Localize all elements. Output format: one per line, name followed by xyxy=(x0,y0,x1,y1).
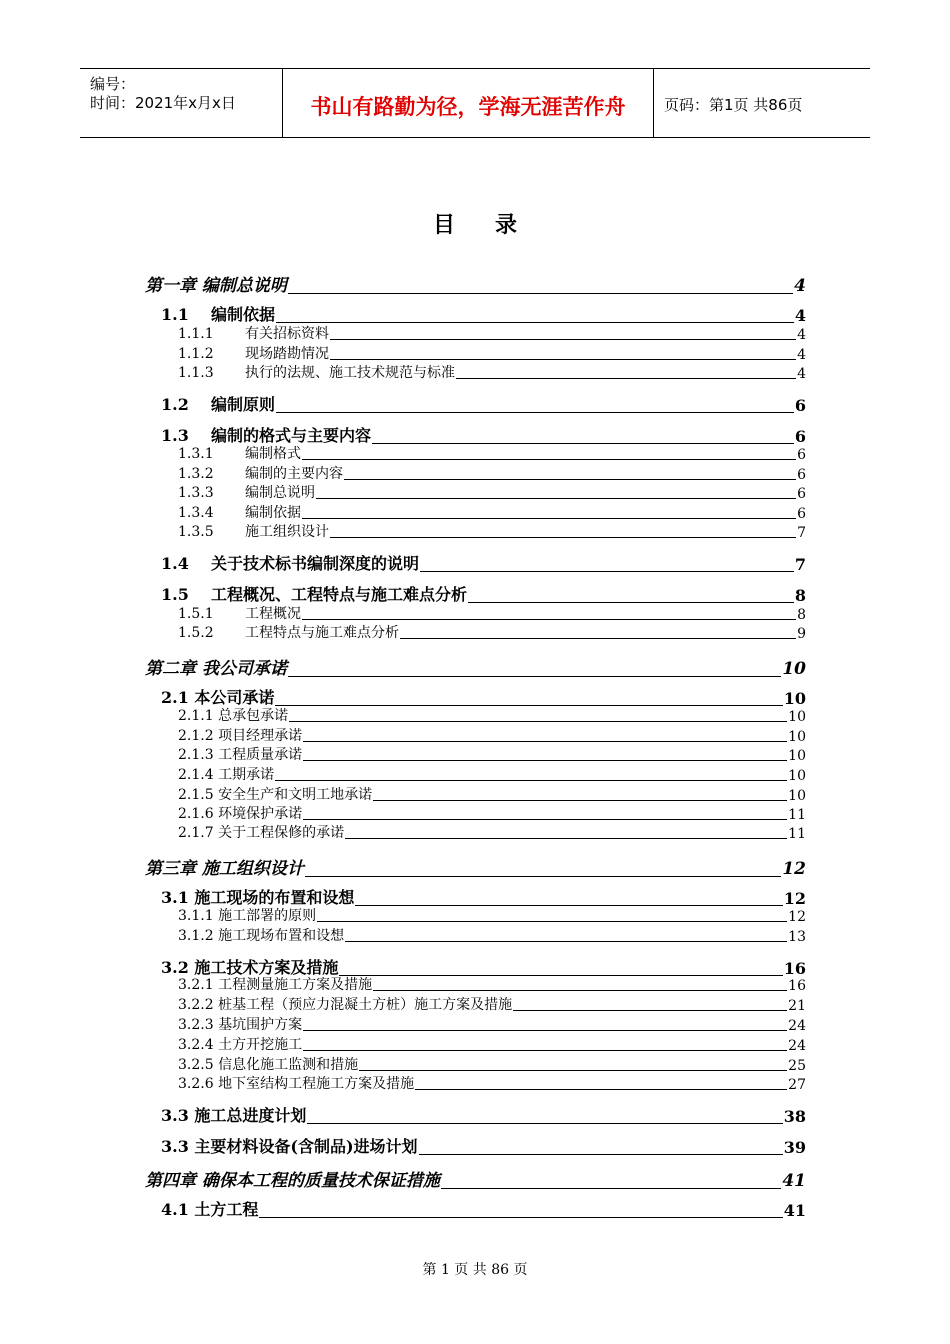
toc-entry-title xyxy=(178,502,301,522)
toc-entry-text: 工程概况、工程特点与施工难点分析 xyxy=(211,585,468,604)
toc-entry-number: 1.5.1 xyxy=(178,606,214,622)
toc-entry[interactable] xyxy=(178,484,806,502)
toc-entry-text: 编制原则 xyxy=(211,395,276,414)
toc-entry-text: 2.1.1 总承包承诺 xyxy=(178,708,289,724)
toc-entry-title xyxy=(178,725,302,745)
toc-entry-title xyxy=(178,764,274,784)
toc-leader-line xyxy=(400,638,796,639)
toc-page-number: 7 xyxy=(794,555,806,574)
toc-leader-line xyxy=(316,498,796,499)
toc-entry[interactable] xyxy=(178,746,806,764)
toc-entry-text: 编制依据 xyxy=(211,305,276,324)
toc-page-number: 10 xyxy=(783,689,806,708)
toc-page-number: 10 xyxy=(788,748,806,764)
toc-entry[interactable] xyxy=(178,624,806,642)
toc-entry-text: 2.1.2 项目经理承诺 xyxy=(178,728,303,744)
toc-leader-line xyxy=(415,1089,787,1090)
toc-entry[interactable] xyxy=(178,1056,806,1074)
toc-leader-line xyxy=(288,293,793,294)
toc-page-number: 6 xyxy=(797,467,806,483)
toc-page-number: 10 xyxy=(788,788,806,804)
toc-page-number: 16 xyxy=(783,959,806,978)
toc-page-number: 25 xyxy=(788,1058,806,1074)
toc-entry-title xyxy=(178,784,372,804)
toc-leader-line xyxy=(330,359,796,360)
toc-leader-line xyxy=(420,571,794,572)
toc-entry-title xyxy=(178,622,399,642)
toc-entry-title xyxy=(178,603,301,623)
toc-entry[interactable] xyxy=(178,996,806,1014)
toc-entry-title xyxy=(178,443,301,463)
toc-leader-line xyxy=(359,1070,787,1071)
toc-entry[interactable] xyxy=(178,1075,806,1093)
header-page-cell xyxy=(654,69,870,137)
toc-leader-line xyxy=(302,518,796,519)
toc-page-number: 7 xyxy=(797,525,806,541)
toc-entry-title xyxy=(178,994,512,1014)
toc-entry-text: 编制的格式与主要内容 xyxy=(211,426,372,445)
toc-entry[interactable] xyxy=(178,1016,806,1034)
toc-page-number: 4 xyxy=(794,306,806,325)
toc-entry[interactable] xyxy=(145,655,806,679)
page-header xyxy=(80,68,870,138)
toc-entry-title xyxy=(178,905,316,925)
toc-entry-title xyxy=(178,1054,358,1074)
header-page-info: 页码：第1页 共86页 xyxy=(664,96,803,114)
toc-entry-text: 第二章 我公司承诺 xyxy=(145,659,287,679)
toc-entry[interactable] xyxy=(178,504,806,522)
toc-entry-text: 第四章 确保本工程的质量技术保证措施 xyxy=(145,1171,440,1191)
toc-entry-text: 工程特点与施工难点分析 xyxy=(245,625,399,641)
toc-page-number: 10 xyxy=(788,768,806,784)
toc-entry-text: 2.1.6 环境保护承诺 xyxy=(178,806,303,822)
toc-entry-number: 1.1 xyxy=(161,305,189,324)
toc-entry[interactable] xyxy=(145,272,806,296)
toc-entry[interactable] xyxy=(161,394,806,415)
toc-entry-number: 1.4 xyxy=(161,554,189,573)
toc-entry-title xyxy=(161,1197,258,1220)
toc-entry-number: 1.1.2 xyxy=(178,346,214,362)
toc-leader-line xyxy=(344,479,796,480)
toc-entry-text: 现场踏勘情况 xyxy=(245,346,329,362)
toc-entry-text: 3.3 施工总进度计划 xyxy=(161,1106,307,1125)
toc-leader-line xyxy=(303,760,787,761)
toc-entry-title xyxy=(145,854,304,879)
toc-leader-line xyxy=(441,1188,781,1189)
toc-entry[interactable] xyxy=(145,855,806,879)
toc-entry-title xyxy=(178,521,329,541)
toc-entry-title xyxy=(178,1073,414,1093)
toc-leader-line xyxy=(275,705,782,706)
toc-leader-line xyxy=(259,1217,782,1218)
toc-entry-number: 1.5 xyxy=(161,585,189,604)
toc-page-number: 24 xyxy=(788,1018,806,1034)
toc-entry-title xyxy=(145,271,287,296)
toc-leader-line xyxy=(345,941,787,942)
toc-page-number: 10 xyxy=(788,729,806,745)
toc-entry-text: 3.2.4 土方开挖施工 xyxy=(178,1037,303,1053)
toc-entry-text: 编制总说明 xyxy=(245,485,315,501)
toc-entry-number: 1.3.4 xyxy=(178,505,214,521)
toc-page-number: 6 xyxy=(794,427,806,446)
toc-entry-text: 3.2.3 基坑围护方案 xyxy=(178,1017,303,1033)
toc-page-number: 9 xyxy=(797,626,806,642)
toc-entry[interactable] xyxy=(178,325,806,343)
toc-entry-text: 3.2.2 桩基工程（预应力混凝土方桩）施工方案及措施 xyxy=(178,997,513,1013)
toc-page-number: 41 xyxy=(783,1201,806,1220)
document-date: 时间：2021年x月x日 xyxy=(90,94,236,112)
toc-entry[interactable] xyxy=(178,824,806,842)
toc-entry-title xyxy=(178,803,302,823)
toc-entry[interactable] xyxy=(178,345,806,363)
toc-page-number: 38 xyxy=(783,1107,806,1126)
toc-entry-title xyxy=(178,1034,302,1054)
toc-page-number: 4 xyxy=(797,347,806,363)
toc-entry-number: 1.3.1 xyxy=(178,446,214,462)
toc-entry-text: 3.2.6 地下室结构工程施工方案及措施 xyxy=(178,1076,415,1092)
toc-entry-number: 1.5.2 xyxy=(178,625,214,641)
toc-page-number: 8 xyxy=(794,586,806,605)
toc-leader-line xyxy=(289,721,787,722)
toc-entry-text: 3.2 施工技术方案及措施 xyxy=(161,958,339,977)
toc-entry-text: 编制的主要内容 xyxy=(245,466,343,482)
toc-leader-line xyxy=(317,921,787,922)
toc-entry-text: 2.1 本公司承诺 xyxy=(161,688,275,707)
header-motto-cell xyxy=(283,69,654,137)
toc-entry[interactable] xyxy=(178,445,806,463)
toc-page-number: 16 xyxy=(788,978,806,994)
toc-leader-line xyxy=(275,780,787,781)
toc-entry[interactable] xyxy=(178,364,806,382)
toc-leader-line xyxy=(302,619,796,620)
toc-entry-text: 2.1.4 工期承诺 xyxy=(178,767,275,783)
toc-entry[interactable] xyxy=(161,1105,806,1126)
toc-leader-line xyxy=(305,876,781,877)
toc-entry-title xyxy=(178,362,455,382)
toc-entry-title xyxy=(161,1134,418,1157)
toc-leader-line xyxy=(276,322,794,323)
toc-entry-title xyxy=(178,822,344,842)
toc-entry-text: 施工组织设计 xyxy=(245,524,329,540)
toc-leader-line xyxy=(303,741,787,742)
toc-entry-number: 1.1.3 xyxy=(178,365,214,381)
toc-entry-number: 1.3.2 xyxy=(178,466,214,482)
toc-page-number: 12 xyxy=(783,889,806,908)
toc-entry[interactable] xyxy=(178,976,806,994)
toc-entry-text: 关于技术标书编制深度的说明 xyxy=(211,554,420,573)
toc-entry[interactable] xyxy=(178,707,806,725)
toc-entry-text: 3.3 主要材料设备(含制品)进场计划 xyxy=(161,1137,418,1156)
toc-entry[interactable] xyxy=(178,907,806,925)
toc-entry-text: 工程概况 xyxy=(245,606,301,622)
toc-page-number: 21 xyxy=(788,998,806,1014)
toc-entry-number: 1.3.5 xyxy=(178,524,214,540)
toc-entry-number: 1.2 xyxy=(161,395,189,414)
toc-page-number: 13 xyxy=(788,929,806,945)
toc-entry-text: 3.2.1 工程测量施工方案及措施 xyxy=(178,977,373,993)
page-title: 目录 xyxy=(432,212,557,238)
toc-entry-text: 3.1 施工现场的布置和设想 xyxy=(161,888,355,907)
toc-leader-line xyxy=(345,838,787,839)
toc-entry-title xyxy=(161,302,275,325)
toc-entry[interactable] xyxy=(178,786,806,804)
header-meta-cell xyxy=(80,69,283,137)
toc-page-number: 39 xyxy=(783,1138,806,1157)
toc-entry-title xyxy=(161,582,467,605)
toc-entry-text: 2.1.3 工程质量承诺 xyxy=(178,747,303,763)
motto-text: 书山有路勤为径，学海无涯苦作舟 xyxy=(310,95,626,119)
toc-page-number: 12 xyxy=(788,909,806,925)
toc-leader-line xyxy=(373,800,787,801)
toc-page-number: 8 xyxy=(797,607,806,623)
toc-entry-title xyxy=(161,551,419,574)
toc-entry-text: 3.1.2 施工现场布置和设想 xyxy=(178,928,345,944)
toc-page-number: 6 xyxy=(797,486,806,502)
toc-entry-text: 执行的法规、施工技术规范与标准 xyxy=(245,365,455,381)
toc-entry-title xyxy=(145,1166,440,1191)
toc-entry-text: 有关招标资料 xyxy=(245,326,329,342)
toc-entry[interactable] xyxy=(178,927,806,945)
toc-entry[interactable] xyxy=(161,1136,806,1157)
toc-page-number: 6 xyxy=(797,447,806,463)
toc-entry-text: 3.1.1 施工部署的原则 xyxy=(178,908,317,924)
toc-leader-line xyxy=(276,412,794,413)
toc-entry-title xyxy=(145,654,287,679)
toc-page-number: 10 xyxy=(782,659,806,679)
toc-entry[interactable] xyxy=(178,465,806,483)
toc-entry[interactable] xyxy=(161,304,806,325)
toc-entry-title xyxy=(178,1014,302,1034)
toc-entry-title xyxy=(178,925,344,945)
toc-entry-text: 编制格式 xyxy=(245,446,301,462)
toc-leader-line xyxy=(468,602,794,603)
toc-entry[interactable] xyxy=(178,805,806,823)
toc-entry-text: 第一章 编制总说明 xyxy=(145,276,287,296)
toc-leader-line xyxy=(513,1010,787,1011)
toc-page-number: 4 xyxy=(797,366,806,382)
toc-page-number: 41 xyxy=(782,1171,806,1191)
toc-entry-title xyxy=(178,343,329,363)
toc-entry-title xyxy=(178,463,343,483)
toc-entry-text: 2.1.7 关于工程保修的承诺 xyxy=(178,825,345,841)
toc-entry[interactable] xyxy=(161,1199,806,1220)
toc-entry-text: 4.1 土方工程 xyxy=(161,1200,259,1219)
toc-page-number: 24 xyxy=(788,1038,806,1054)
toc-leader-line xyxy=(303,1030,787,1031)
toc-leader-line xyxy=(373,990,787,991)
toc-page-number: 11 xyxy=(788,807,806,823)
toc-entry-title xyxy=(161,1103,306,1126)
toc-entry-title xyxy=(178,323,329,343)
toc-entry-title xyxy=(178,974,372,994)
toc-leader-line xyxy=(456,378,796,379)
toc-leader-line xyxy=(302,459,796,460)
toc-page-number: 4 xyxy=(794,276,806,296)
toc-page-number: 10 xyxy=(788,709,806,725)
document-number-label: 编号： xyxy=(90,75,136,93)
toc-leader-line xyxy=(288,676,781,677)
toc-entry-title xyxy=(178,744,302,764)
toc-entry[interactable] xyxy=(178,1036,806,1054)
toc-entry-number: 1.3 xyxy=(161,426,189,445)
toc-leader-line xyxy=(307,1123,782,1124)
toc-leader-line xyxy=(330,339,796,340)
toc-leader-line xyxy=(355,905,782,906)
toc-entry[interactable] xyxy=(178,523,806,541)
toc-page-number: 12 xyxy=(782,859,806,879)
toc-entry-number: 1.1.1 xyxy=(178,326,214,342)
toc-entry-text: 第三章 施工组织设计 xyxy=(145,859,304,879)
toc-entry-text: 编制依据 xyxy=(245,505,301,521)
toc-page-number: 6 xyxy=(797,506,806,522)
toc-entry[interactable] xyxy=(178,766,806,784)
toc-entry[interactable] xyxy=(178,727,806,745)
toc-entry[interactable] xyxy=(161,553,806,574)
toc-entry[interactable] xyxy=(145,1167,806,1191)
toc-leader-line xyxy=(303,1050,787,1051)
toc-leader-line xyxy=(372,443,794,444)
toc-entry[interactable] xyxy=(178,605,806,623)
toc-page-number: 4 xyxy=(797,327,806,343)
toc-entry-title xyxy=(161,392,275,415)
page-footer: 第 1 页 共 86 页 xyxy=(422,1262,528,1278)
toc-page-number: 11 xyxy=(788,826,806,842)
toc-page-number: 27 xyxy=(788,1077,806,1093)
toc-leader-line xyxy=(330,537,796,538)
toc-leader-line xyxy=(419,1154,783,1155)
toc-entry-text: 3.2.5 信息化施工监测和措施 xyxy=(178,1057,359,1073)
toc-entry-text: 2.1.5 安全生产和文明工地承诺 xyxy=(178,787,373,803)
toc-entry-title xyxy=(178,705,288,725)
toc-entry[interactable] xyxy=(161,584,806,605)
toc-page-number: 6 xyxy=(794,396,806,415)
toc-leader-line xyxy=(303,819,787,820)
toc-entry-title xyxy=(178,482,315,502)
toc-entry-number: 1.3.3 xyxy=(178,485,214,501)
